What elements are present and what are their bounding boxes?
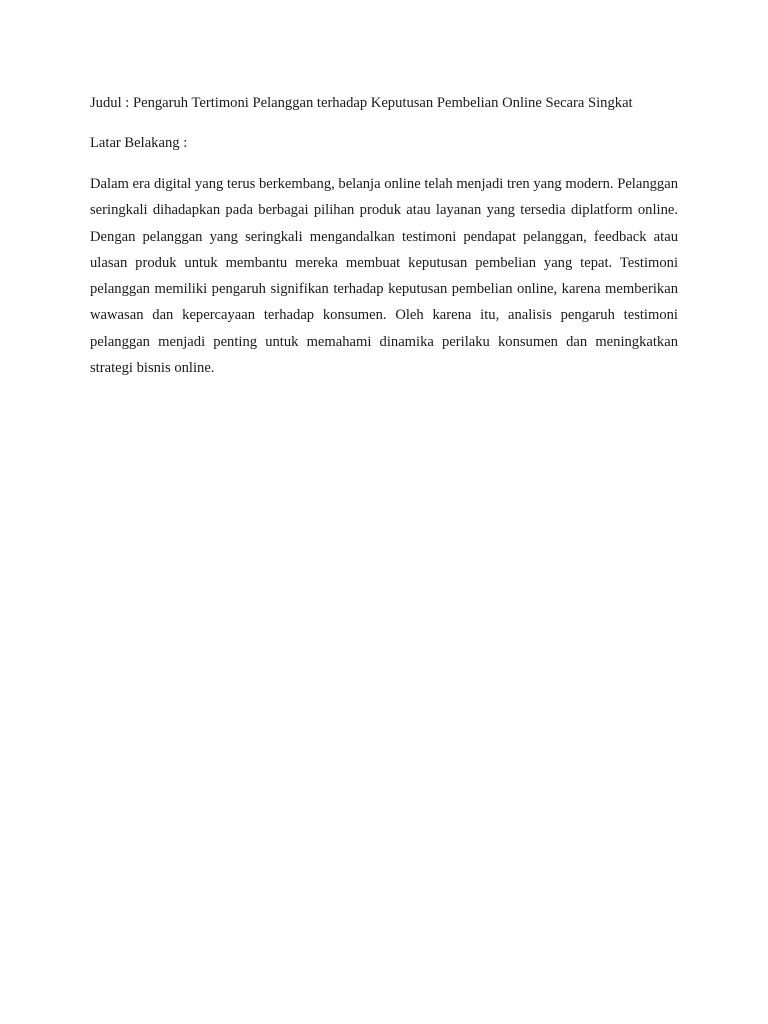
document-content: [90, 93, 678, 381]
body-paragraph: Dalam era digital yang terus berkembang, belanja online telah menjadi tren yang modern. Pelanggan seringkali dihadapkan pada berbagai pilihan produk atau layanan yang tersedia diplatform online. Dengan pelanggan yang seringkali mengandalkan testimoni pendapat pelanggan, feedback atau ulasan produk untuk membantu mereka membuat keputusan pembelian yang tepat. Testimoni pelanggan memiliki pengaruh signifikan terhadap keputusan pembelian online, karena memberikan wawasan dan kepercayaan terhadap konsumen. Oleh karena itu, analisis pengaruh testimoni pelanggan menjadi penting untuk memahami dinamika perilaku konsumen dan meningkatkan strategi bisnis online.: [90, 176, 679, 377]
section-heading: Latar Belakang :: [90, 135, 188, 151]
document-title: Judul : Pengaruh Tertimoni Pelanggan terhadap Keputusan Pembelian Online Secara Singkat: [90, 95, 633, 111]
